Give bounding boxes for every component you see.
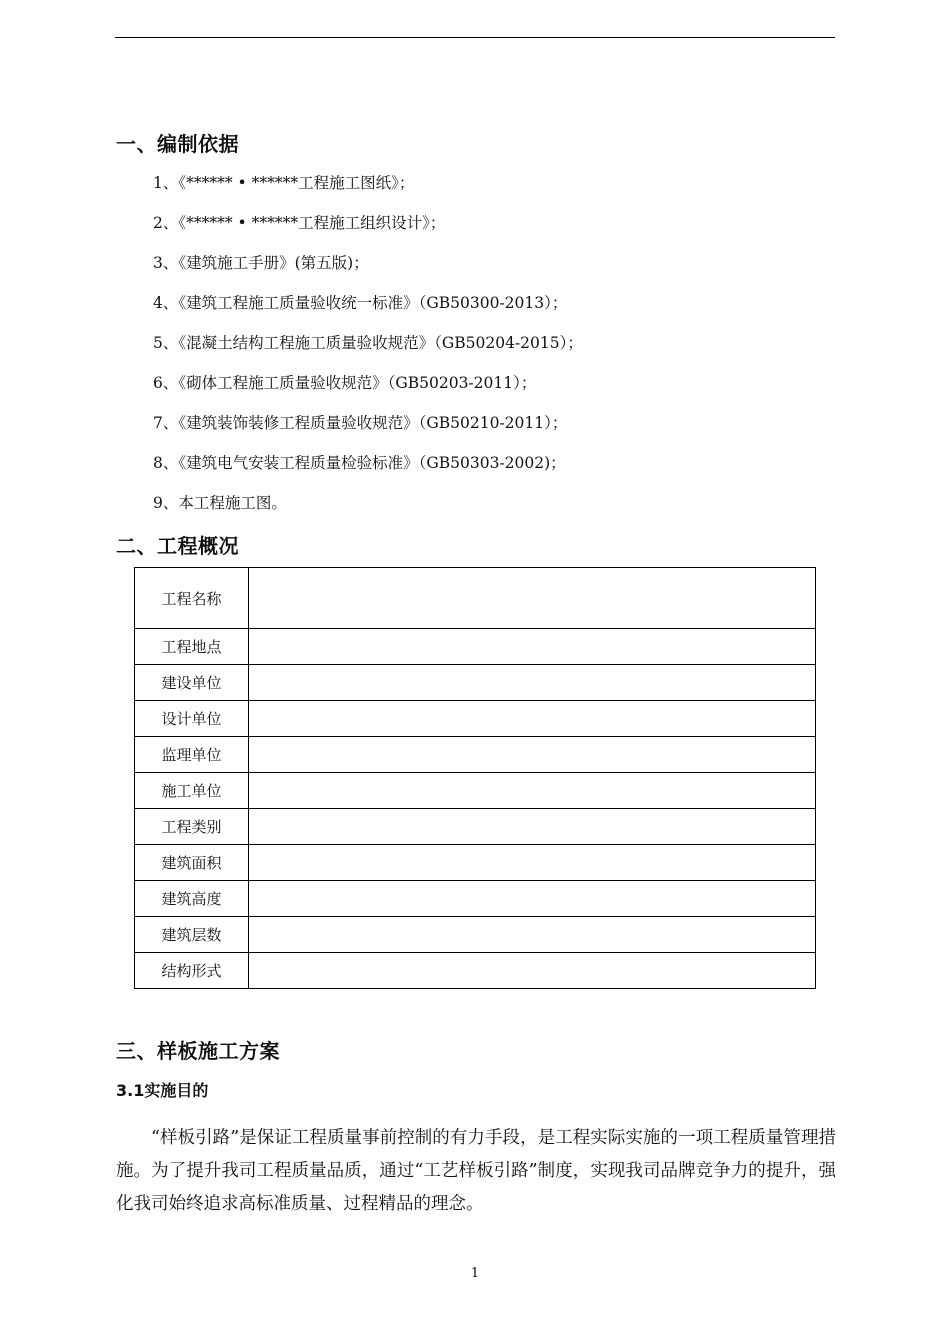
table-row bbox=[135, 845, 816, 881]
row-label: 施工单位 bbox=[135, 773, 249, 809]
row-label: 结构形式 bbox=[135, 953, 249, 989]
row-label: 工程类别 bbox=[135, 809, 249, 845]
row-value bbox=[249, 953, 816, 989]
table-row bbox=[135, 881, 816, 917]
row-value bbox=[249, 629, 816, 665]
reference-item: 9、本工程施工图。 bbox=[153, 494, 287, 512]
reference-item: 5、《混凝土结构工程施工质量验收规范》（GB50204-2015）； bbox=[153, 334, 583, 352]
table-row bbox=[135, 701, 816, 737]
table-row bbox=[135, 917, 816, 953]
row-value bbox=[249, 737, 816, 773]
purpose-paragraph: “样板引路”是保证工程质量事前控制的有力手段，是工程实际实施的一项工程质量管理措施。为了提升我司工程质量品质，通过“工艺样板引路”制度，实现我司品牌竞争力的提升，强化我司始终追求高标准质量、过程精品的理念。 bbox=[116, 1128, 836, 1214]
reference-item: 2、《****** • ******工程施工组织设计》； bbox=[153, 214, 446, 232]
section-2-heading: 二、工程概况 bbox=[116, 534, 239, 558]
reference-item: 3、《建筑施工手册》(第五版)； bbox=[153, 254, 369, 272]
row-value bbox=[249, 845, 816, 881]
row-value bbox=[249, 773, 816, 809]
table-row bbox=[135, 665, 816, 701]
row-label: 工程名称 bbox=[135, 568, 249, 629]
table-row bbox=[135, 773, 816, 809]
page-number: 1 bbox=[470, 1266, 480, 1281]
table-row bbox=[135, 953, 816, 989]
row-label: 设计单位 bbox=[135, 701, 249, 737]
row-value bbox=[249, 809, 816, 845]
reference-item: 8、《建筑电气安装工程质量检验标准》（GB50303-2002)； bbox=[153, 454, 566, 472]
table-row bbox=[135, 809, 816, 845]
row-label: 工程地点 bbox=[135, 629, 249, 665]
section-3-1-heading: 3.1实施目的 bbox=[116, 1081, 209, 1100]
table-row bbox=[135, 737, 816, 773]
section-1-heading: 一、编制依据 bbox=[116, 132, 239, 156]
reference-item: 6、《砌体工程施工质量验收规范》（GB50203-2011）； bbox=[153, 374, 537, 392]
row-value bbox=[249, 917, 816, 953]
row-label: 建筑高度 bbox=[135, 881, 249, 917]
row-label: 监理单位 bbox=[135, 737, 249, 773]
row-label: 建筑面积 bbox=[135, 845, 249, 881]
reference-item: 1、《****** • ******工程施工图纸》； bbox=[153, 174, 415, 192]
project-overview-table bbox=[134, 567, 816, 989]
row-value bbox=[249, 881, 816, 917]
row-label: 建设单位 bbox=[135, 665, 249, 701]
row-value bbox=[249, 701, 816, 737]
table-row bbox=[135, 629, 816, 665]
header-rule bbox=[115, 37, 835, 38]
row-value bbox=[249, 568, 816, 629]
reference-item: 7、《建筑装饰装修工程质量验收规范》（GB50210-2011）； bbox=[153, 414, 568, 432]
reference-item: 4、《建筑工程施工质量验收统一标准》（GB50300-2013）； bbox=[153, 294, 568, 312]
reference-list bbox=[153, 169, 583, 529]
table-row bbox=[135, 568, 816, 629]
row-label: 建筑层数 bbox=[135, 917, 249, 953]
row-value bbox=[249, 665, 816, 701]
section-3-heading: 三、样板施工方案 bbox=[116, 1039, 280, 1063]
